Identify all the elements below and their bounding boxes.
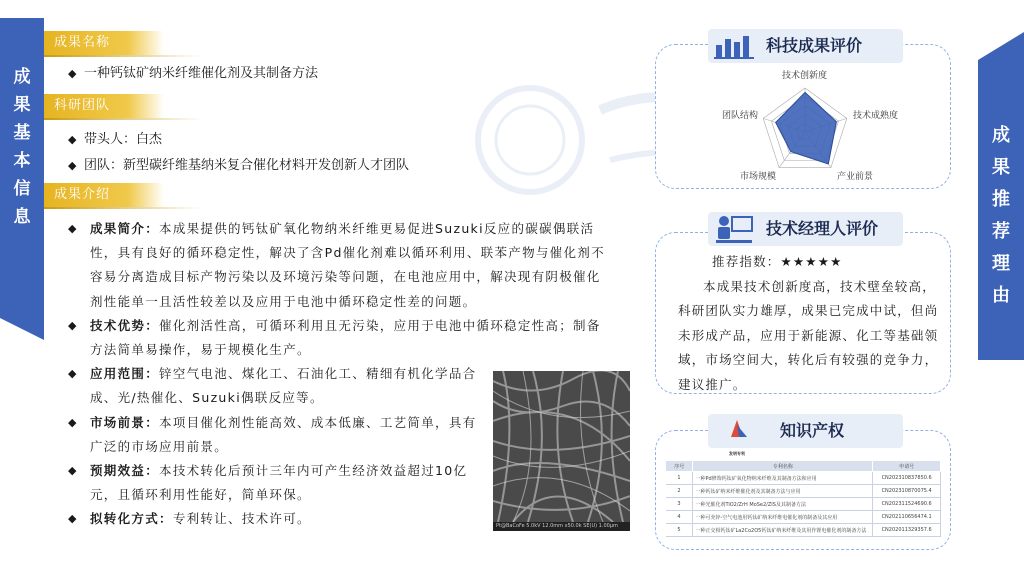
manager-evaluation-text: [678, 250, 948, 397]
team-leader-item: [68, 130, 162, 150]
col-name: 专利名称: [693, 461, 873, 472]
table-row: 5 一种正交相钙钛矿La2Co2O5钙钛矿纳米纤维及其用作锂电催化剂的制备方法 CN202011329357.6: [666, 524, 941, 537]
section-header-team: 科研团队: [44, 94, 164, 118]
table-row: 3 一种光催化剂TiO2/ZrH MoSe2/ZIS及其制备方法 CN202311524690.6: [666, 498, 941, 511]
col-number: 申请号: [873, 461, 941, 472]
intro-summary: ◆ 成果简介：本成果提供的钙钛矿氧化物纳米纤维更易促进Suzuki反应的碳碳偶联活性，具有良好的循环稳定性，解决了含Pd催化剂难以循环利用、联苯产物与催化剂不容易分离造成目标产物污染以及环境污染等问题，在电池应用中，解决现有阴极催化剂性能单一且活性较差以及应用于电池中循环稳定性差的问题。: [68, 217, 608, 314]
team-group: 团队：新型碳纤维基纳米复合催化材料开发创新人才团队: [84, 158, 410, 173]
intro-market: ◆ 市场前景：本项目催化剂性能高效、成本低廉、工艺简单，具有广泛的市场应用前景。: [68, 411, 483, 459]
radar-label-market: 市场规模: [740, 172, 777, 182]
manager-comment: 本成果技术创新度高，技术壁垒较高，科研团队实力雄厚，成果已完成中试，但尚未形成产品，应用于新能源、化工等基础领域，市场空间大，转化后有较强的竞争力，建议推广。: [678, 278, 939, 392]
evaluation-title: 科技成果评价: [766, 36, 863, 55]
patent-logo-text: 发明专利: [729, 451, 745, 456]
ip-title: 知识产权: [780, 421, 845, 440]
table-row: 4 一种可充锌-空气电池用钙钛矿纳米纤维电催化剂的制备及其应用 CN202110656474.1: [666, 511, 941, 524]
team-leader: 带头人：白杰: [84, 132, 163, 147]
sem-micrograph-image: [493, 371, 630, 531]
diamond-bullet-icon: ◆: [68, 133, 77, 146]
intro-benefit: ◆ 预期效益：本技术转化后预计三年内可产生经济效益超过10亿元，且循环利用性能好，简单环保。: [68, 459, 483, 507]
manager-title: 技术经理人评价: [766, 219, 879, 238]
nanofiber-texture: [493, 371, 630, 522]
right-banner-text: 成 果 推 荐 理 由: [992, 125, 1010, 306]
radar-data-polygon: [776, 92, 837, 164]
bar-chart-icon: [714, 33, 756, 59]
diamond-bullet-icon: ◆: [68, 512, 78, 526]
diamond-bullet-icon: ◆: [68, 318, 78, 332]
diamond-bullet-icon: ◆: [68, 464, 78, 478]
ip-title-box: [708, 414, 903, 456]
col-index: 序号: [666, 461, 693, 472]
diamond-bullet-icon: ◆: [68, 159, 77, 172]
achievement-name-item: [68, 64, 318, 84]
diamond-bullet-icon: ◆: [68, 67, 77, 80]
patent-table-header: [666, 461, 941, 472]
section-header-intro: 成果介绍: [44, 183, 164, 207]
radar-label-team: 团队结构: [722, 111, 759, 121]
recommend-index: 推荐指数：★★★★★: [712, 254, 843, 269]
patent-table: [665, 460, 941, 537]
diamond-bullet-icon: ◆: [68, 367, 78, 381]
diamond-bullet-icon: ◆: [68, 222, 78, 235]
intro-transfer: ◆ 拟转化方式：专利转让、技术许可。: [68, 507, 483, 531]
achievement-name: 一种钙钛矿纳米纤维催化剂及其制备方法: [84, 66, 319, 81]
manager-title-box: [708, 212, 903, 246]
radar-label-maturity: 技术成熟度: [853, 111, 899, 121]
radar-label-industry: 产业前景: [837, 172, 874, 182]
radar-label-innovation: 技术创新度: [782, 71, 828, 81]
left-banner-basic-info: [0, 18, 44, 318]
table-row: 1 一种Pd修饰钙钛矿氧化物纳米纤维及其制备方法和应用 CN202310837850.6: [666, 472, 941, 485]
table-row: 2 一种钙钛矿纳米纤维催化剂及其制备方法与应用 CN202310870075.4: [666, 485, 941, 498]
sem-caption: Pt@BaCoFe 5.0kV 12.0mm x50.0k SE(U) 1.00μm: [493, 522, 630, 531]
right-banner-recommend-reason: [978, 60, 1024, 360]
intro-advantage: ◆ 技术优势：催化剂活性高，可循环利用且无污染，应用于电池中循环稳定性高；制备方法简单易操作，易于规模化生产。: [68, 314, 608, 362]
patent-logo-icon: [718, 419, 756, 439]
intro-scope: ◆ 应用范围：锌空气电池、煤化工、石油化工、精细有机化学品合成、光/热催化、Suzuki偶联反应等。: [68, 362, 483, 410]
section-header-name: 成果名称: [44, 31, 164, 55]
presenter-icon: [714, 214, 756, 244]
radar-chart: [745, 80, 865, 180]
diamond-bullet-icon: ◆: [68, 415, 78, 429]
team-group-item: [68, 156, 409, 176]
patent-logo: [718, 417, 756, 456]
left-banner-text: 成 果 基 本 信 息: [13, 67, 31, 227]
evaluation-title-box: [708, 29, 903, 63]
